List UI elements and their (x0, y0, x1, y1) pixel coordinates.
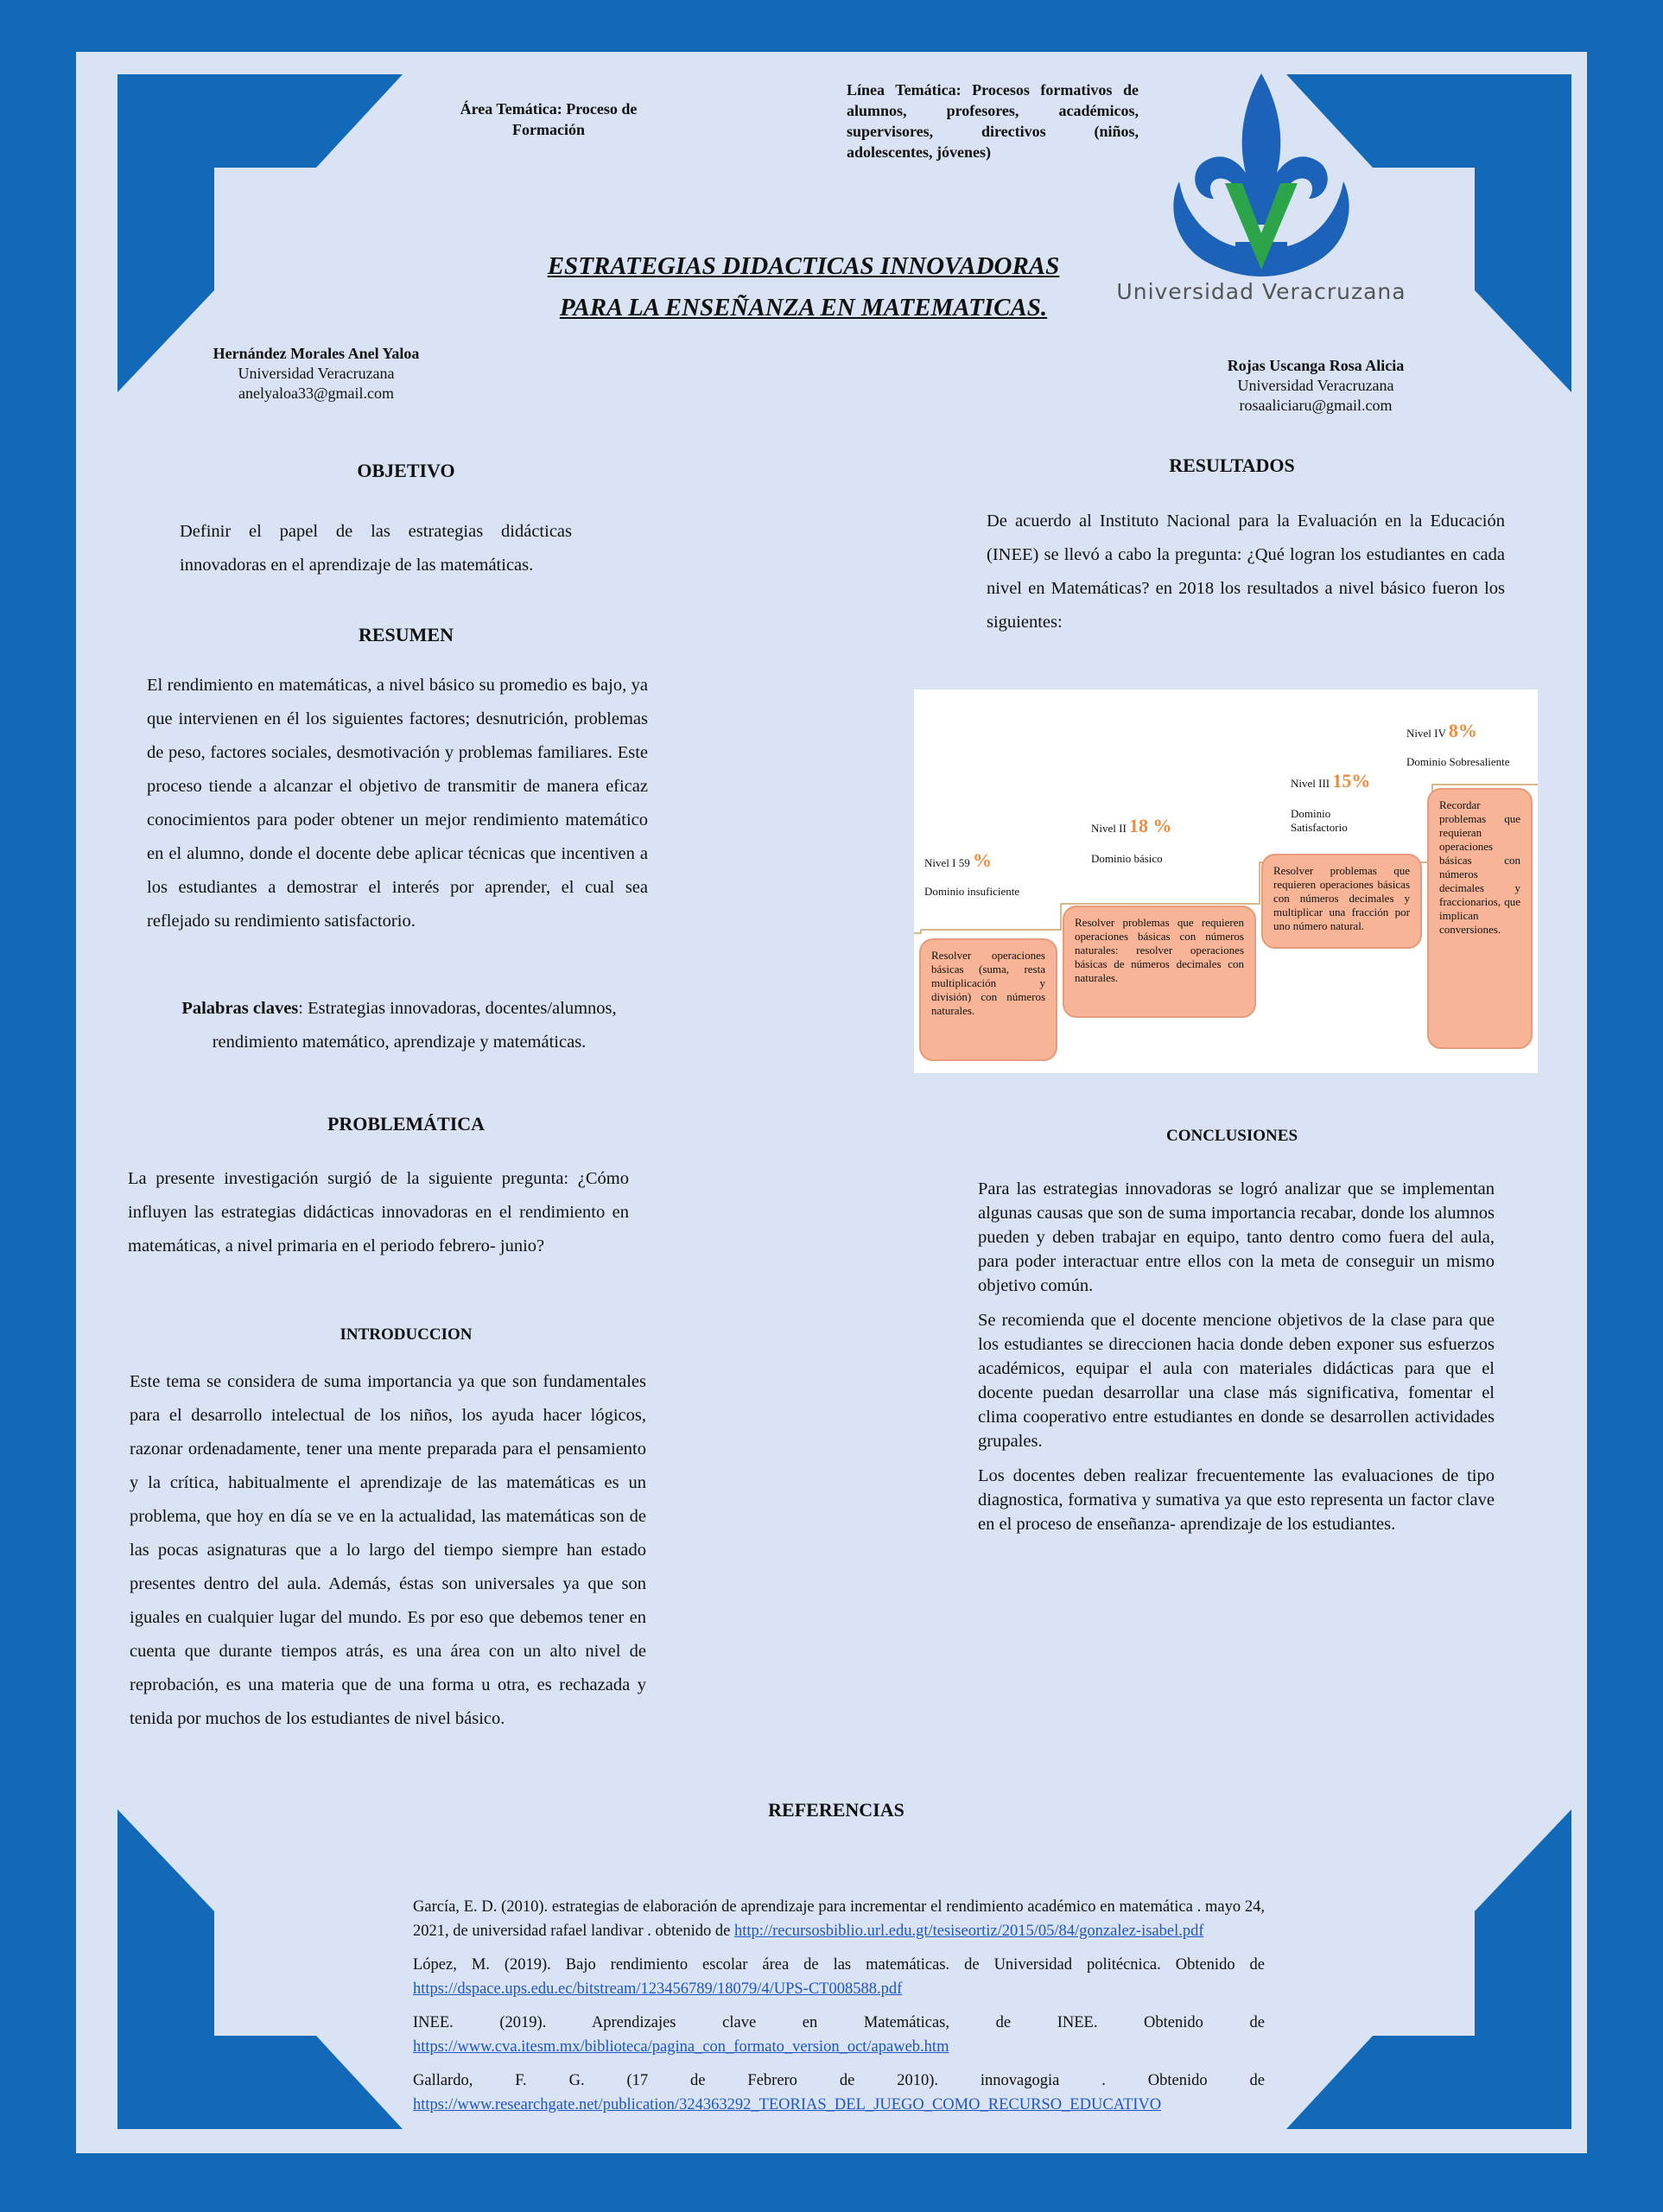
nivel-3-name: Nivel III (1291, 777, 1330, 790)
nivel-3-desc: Resolver problemas que requieren operaciones básicas con números decimales y multiplicar una fracción por uno número natural. (1261, 854, 1422, 949)
conclusiones-p2: Se recomienda que el docente mencione objetivos de la clase para que los estudiantes se direccionen hacia donde deben exponer sus esfuerzos académicos, equipar el aula con materiales didácticas para que el docente puedan desarrollar una clase más significativa, fomentar el clima cooperativo entre estudiantes en donde se desarrollen actividades grupales. (978, 1311, 1495, 1451)
keywords-text: : Estrategias innovadoras, docentes/alumnos, rendimiento matemático, aprendizaje y matemáticas. (212, 999, 617, 1052)
resultados-text: De acuerdo al Instituto Nacional para la Evaluación en la Educación (INEE) se llevó a cabo la pregunta: ¿Qué logran los estudiantes en cada nivel en Matemáticas? en 2018 los resultados a nivel básico fueron los siguientes: (987, 512, 1505, 632)
objetivo-text: Definir el papel de las estrategias didácticas innovadoras en el aprendizaje de las matemáticas. (180, 522, 572, 575)
nivel-2-name: Nivel II (1091, 822, 1127, 835)
nivel-3-title (1291, 770, 1371, 791)
nivel-1-title (924, 849, 992, 871)
objetivo-heading: OBJETIVO (357, 460, 455, 481)
niveles-infographic (914, 690, 1538, 1073)
reference-item (413, 2069, 1265, 2117)
nivel-4-title (1406, 720, 1477, 741)
corner-decoration-bottom-right (1282, 1809, 1571, 2129)
problematica-heading: PROBLEMÁTICA (327, 1113, 486, 1135)
poster-title (484, 245, 1123, 328)
university-logo (1114, 69, 1408, 311)
conclusiones-p3: Los docentes deben realizar frecuentemente las evaluaciones de tipo diagnostica, formativa y sumativa ya que esto representa un factor clave en el proceso de enseñanza- aprendizaje de los estudiantes. (978, 1466, 1495, 1534)
reference-text: INEE. (2019). Aprendizajes clave en Matemáticas, de INEE. Obtenido de (413, 2014, 1265, 2031)
reference-item (413, 1954, 1265, 2001)
nivel-2-title (1091, 815, 1172, 836)
reference-link[interactable]: https://dspace.ups.edu.ec/bitstream/123456789/18079/4/UPS-CT008588.pdf (413, 1980, 903, 1998)
nivel-1-dominio: Dominio insuficiente (924, 885, 1020, 898)
keywords-label: Palabras claves (181, 999, 299, 1018)
author-name: Hernández Morales Anel Yaloa (213, 345, 420, 362)
nivel-2-desc: Resolver problemas que requieren operaciones básicas con números naturales: resolver operaciones básicas de números decimales con naturales. (1063, 906, 1256, 1018)
introduccion-heading: INTRODUCCION (340, 1325, 473, 1344)
author-1 (190, 344, 442, 404)
author-email: rosaaliciaru@gmail.com (1239, 397, 1393, 414)
nivel-1-name: Nivel I (924, 856, 956, 869)
corner-decoration-bottom-left (117, 1809, 407, 2129)
conclusiones-heading: CONCLUSIONES (1165, 1127, 1298, 1145)
resultados-heading: RESULTADOS (1169, 454, 1295, 476)
nivel-2-dominio: Dominio básico (1091, 852, 1163, 865)
resumen-text: El rendimiento en matemáticas, a nivel básico su promedio es bajo, ya que intervienen en él los siguientes factores; desnutrición, problemas de peso, factores sociales, desmotivación y problemas familiares. Este proceso tiende a alcanzar el objetivo de transmitir de manera eficaz conocimientos para poder obtener un mejor rendimiento matemático en el alumno, donde el docente debe aplicar técnicas que incentiven a los estudiantes a demostrar el interés por aprender, el cual sea reflejado su rendimiento satisfactorio. (147, 676, 648, 931)
resumen-heading: RESUMEN (358, 624, 454, 645)
reference-link[interactable]: https://www.researchgate.net/publication/324363292_TEORIAS_DEL_JUEGO_COMO_RECURSO_EDUCATIVO (413, 2095, 1162, 2113)
referencias-list (413, 1896, 1265, 2117)
reference-text: López, M. (2019). Bajo rendimiento escolar área de las matemáticas. de Universidad politécnica. Obtenido de (413, 1956, 1265, 1974)
author-affiliation: Universidad Veracruzana (238, 365, 395, 382)
reference-text: Gallardo, F. G. (17 de Febrero de 2010). innovagogia . Obtenido de (413, 2072, 1265, 2089)
nivel-3-dominio: Dominio Satisfactorio (1291, 807, 1348, 834)
nivel-4-dominio: Dominio Sobresaliente (1406, 755, 1510, 768)
reference-item (413, 2012, 1265, 2059)
nivel-3-percent: 15% (1332, 770, 1371, 791)
palabras-claves (149, 992, 650, 1059)
title-line-2: PARA LA ENSEÑANZA EN MATEMATICAS. (559, 294, 1048, 321)
reference-link[interactable]: https://www.cva.itesm.mx/biblioteca/pagina_con_formato_version_oct/apaweb.htm (413, 2037, 949, 2056)
nivel-4-desc: Recordar problemas que requieran operaciones básicas con números decimales y fraccionarios, que implican conversiones. (1427, 788, 1533, 1049)
nivel-4-name: Nivel IV (1406, 727, 1446, 740)
author-name: Rojas Uscanga Rosa Alicia (1227, 357, 1405, 374)
reference-link[interactable]: http://recursosbiblio.url.edu.gt/tesiseortiz/2015/05/84/gonzalez-isabel.pdf (733, 1922, 1204, 1940)
nivel-4-percent: 8% (1448, 720, 1477, 741)
conclusiones-body (978, 1177, 1495, 1536)
author-affiliation: Universidad Veracruzana (1237, 377, 1394, 394)
referencias-heading: REFERENCIAS (768, 1799, 904, 1821)
author-email: anelyaloa33@gmail.com (238, 385, 395, 402)
introduccion-text: Este tema se considera de suma importancia ya que son fundamentales para el desarrollo intelectual de los niños, los ayuda hacer lógicos, razonar ordenadamente, tener una mente preparada para el pensamiento y la crítica, habitualmente el aprendizaje de las matemáticas es un problema, que hoy en día se ve en la actualidad, las matemáticas son de las pocas asignaturas que a lo largo del tiempo siempre han estado presentes dentro del aula. Además, éstas son universales ya que son iguales en cualquier lugar del mundo. Es por eso que debemos tener en cuenta que durante tiempos atrás, es una área con un alto nivel de reprobación, es una materia que de una forma u otra, es rechazada y tenida por muchos de los estudiantes de nivel básico. (130, 1372, 646, 1728)
nivel-1-desc: Resolver operaciones básicas (suma, resta multiplicación y división) con números naturales. (919, 938, 1057, 1061)
nivel-1-value: 59 (958, 856, 970, 869)
title-line-1: ESTRATEGIAS DIDACTICAS INNOVADORAS (547, 252, 1060, 280)
area-tematica: Área Temática: Proceso de Formación (460, 100, 638, 138)
logo-text: Universidad Veracruzana (1116, 279, 1406, 304)
fleur-de-lis-icon (1114, 69, 1408, 276)
linea-tematica: Línea Temática: Procesos formativos de alumnos, profesores, académicos, supervisores, directivos (niños, adolescentes, jóvenes) (847, 81, 1139, 161)
problematica-text: La presente investigación surgió de la siguiente pregunta: ¿Cómo influyen las estrategias didácticas innovadoras en el rendimiento en matemáticas, a nivel primaria en el periodo febrero- junio? (128, 1169, 629, 1255)
conclusiones-p1: Para las estrategias innovadoras se logró analizar que se implementan algunas causas que son de suma importancia recabar, donde los alumnos pueden y deben trabajar en equipo, tanto dentro como fuera del aula, para poder interactuar entre ellos con la meta de conseguir un mismo objetivo común. (978, 1179, 1495, 1295)
nivel-1-percent-sign: % (972, 849, 992, 871)
nivel-2-percent: 18 % (1129, 815, 1172, 836)
reference-text: García, E. D. (2010). estrategias de elaboración de aprendizaje para incrementar el rendimiento académico en matemática . mayo 24, 2021, de universidad rafael landivar . obtenido de (413, 1898, 1265, 1940)
reference-item (413, 1896, 1265, 1943)
author-2 (1190, 356, 1441, 416)
